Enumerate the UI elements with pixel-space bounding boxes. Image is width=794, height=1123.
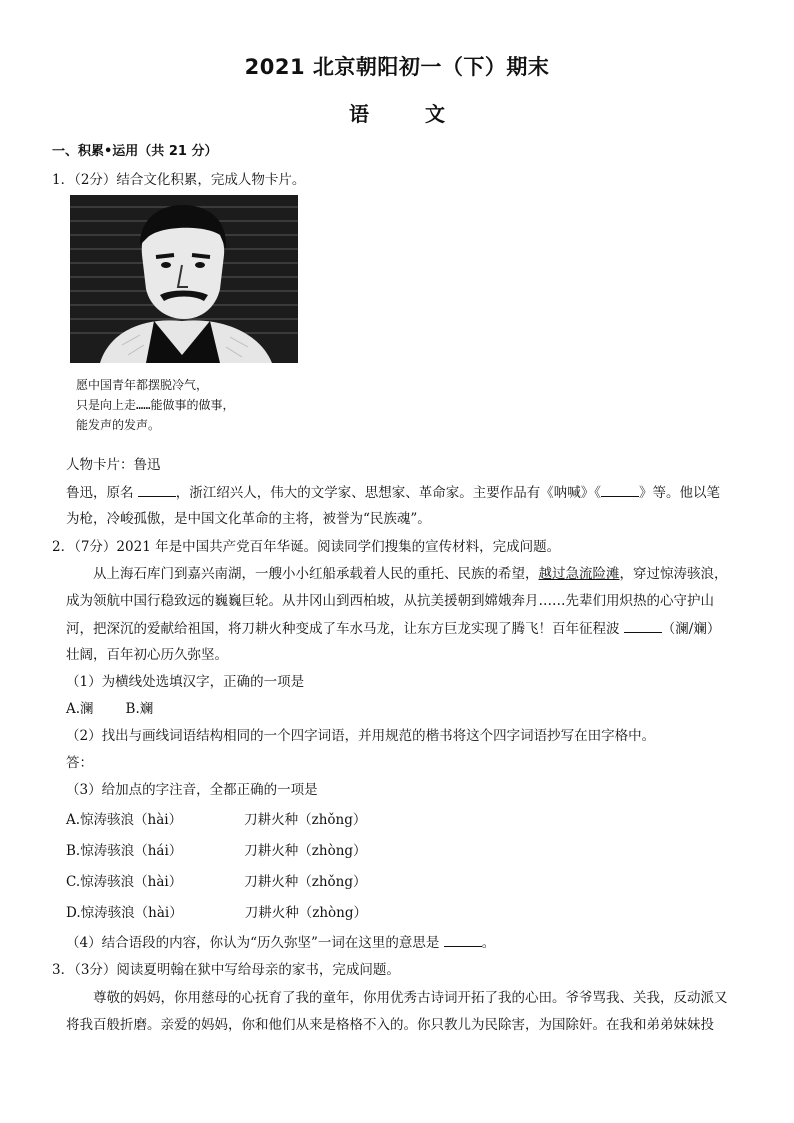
option-b[interactable]: B.惊涛骇浪（hái） 刀耕火种（zhòng） xyxy=(66,843,367,859)
option-b[interactable]: B.斓 xyxy=(125,701,154,717)
subject-title: 语文 xyxy=(349,102,501,126)
option-a[interactable]: A.惊涛骇浪（hài） 刀耕火种（zhǒng） xyxy=(66,812,367,828)
sub-question-2: （2）找出与画线词语结构相同的一个四字词语，并用规范的楷书将这个四字词语抄写在田字格中。 xyxy=(66,728,656,744)
question-1-stem: 1．（2分）结合文化积累，完成人物卡片。 xyxy=(52,172,306,188)
passage-line: 壮阔，百年初心历久弥坚。 xyxy=(66,647,228,663)
fill-blank-original-name[interactable] xyxy=(138,482,176,497)
option-d[interactable]: D.惊涛骇浪（hài） 刀耕火种（zhòng） xyxy=(66,905,367,921)
option-c[interactable]: C.惊涛骇浪（hài） 刀耕火种（zhǒng） xyxy=(66,874,367,890)
portrait-illustration xyxy=(70,195,298,363)
fill-blank-work-title[interactable] xyxy=(601,482,639,497)
option-a[interactable]: A.澜 xyxy=(66,701,94,717)
fill-blank-character[interactable] xyxy=(624,618,662,633)
page-title: 2021 北京朝阳初一（下）期末 xyxy=(244,55,550,79)
lu-xun-figure xyxy=(70,195,298,443)
lu-xun-portrait-image xyxy=(70,195,298,363)
section-heading: 一、积累•运用（共 21 分） xyxy=(52,144,218,159)
character-card-line-1: 鲁迅，原名 ，浙江绍兴人，伟大的文学家、思想家、革命家。主要作品有《呐喊》《 》等。他以笔 xyxy=(66,482,720,503)
passage-line: 河，把深沉的爱献给祖国，将刀耕火种变成了车水马龙，让东方巨龙实现了腾飞！百年征程波 （澜/斓） xyxy=(66,618,720,639)
quote-line: 能发声的发声。 xyxy=(76,418,161,432)
letter-line: 尊敬的妈妈，你用慈母的心抚育了我的童年，你用优秀古诗词开拓了我的心田。爷爷骂我、关我，反动派又 xyxy=(93,990,728,1006)
quote-line: 愿中国青年都摆脱冷气， xyxy=(76,378,209,392)
sub-question-3: （3）给加点的字注音，全都正确的一项是 xyxy=(66,782,318,798)
passage-line: 从上海石库门到嘉兴南湖，一艘小小红船承载着人民的重托、民族的希望，越过急流险滩，穿过惊涛骇浪， xyxy=(93,566,728,582)
question-2-stem: 2．（7分）2021 年是中国共产党百年华诞。阅读同学们搜集的宣传材料，完成问题。 xyxy=(52,539,561,555)
fill-blank-meaning[interactable] xyxy=(444,932,482,947)
sub-question-4: （4）结合语段的内容，你认为“历久弥坚”一词在这里的意思是 。 xyxy=(66,932,495,953)
character-card-title: 人物卡片：鲁迅 xyxy=(66,457,161,473)
character-card-line-2: 为枪，冷峻孤傲，是中国文化革命的主将，被誉为“民族魂”。 xyxy=(66,511,431,527)
underlined-phrase: 越过急流险滩 xyxy=(538,566,620,582)
answer-label: 答： xyxy=(66,755,93,771)
sub-question-1-options xyxy=(66,699,153,719)
quote-line: 只是向上走……能做事的做事， xyxy=(76,398,235,412)
passage-line: 成为领航中国行稳致远的巍巍巨轮。从井冈山到西柏坡，从抗美援朝到嫦娥奔月……先辈们用炽热的心守护山 xyxy=(66,593,714,609)
lu-xun-quote xyxy=(76,375,296,435)
letter-line: 将我百般折磨。亲爱的妈妈，你和他们从来是格格不入的。你只教儿为民除害，为国除奸。在我和弟弟妹妹投 xyxy=(66,1017,714,1033)
sub-question-1: （1）为横线处选填汉字，正确的一项是 xyxy=(66,674,305,690)
question-3-stem: 3．（3分）阅读夏明翰在狱中写给母亲的家书，完成问题。 xyxy=(52,962,400,978)
